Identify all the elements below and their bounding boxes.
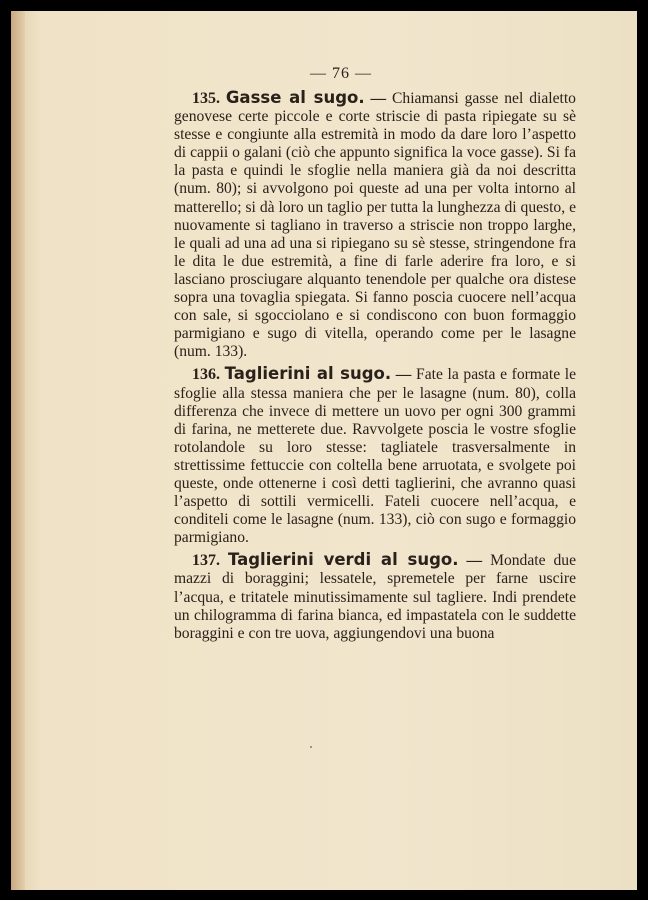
- recipe-title: Gasse al sugo.: [225, 88, 365, 107]
- recipe-number: 137.: [192, 552, 220, 570]
- recipe-body: Fate la pasta e formate le sfoglie alla stessa maniera che per le lasagne (num. 80), colla differenza che invece di mettere un uovo per ogni 300 grammi di farina, ne metterete due. Ravvolgete poscia le vostre sfoglie rotolandole su loro stesse: tagliatele trasversalmente in strettissime fettuccie con coltella bene arruotata, e svolgete poi queste, onde ottenerne i così detti taglierini, che avranno quasi l’aspetto di sottili vermicelli. Fateli cuocere nell’acqua, e conditeli come le lasagne (num. 133), ciò con sugo e formaggio parmigiano.: [174, 366, 576, 547]
- page-gutter: [11, 11, 25, 890]
- page-text: [174, 65, 576, 643]
- recipe-number: 136.: [192, 366, 220, 384]
- recipe-137: [174, 551, 576, 642]
- ink-speck: [310, 746, 312, 748]
- recipe-body: Chiamansi gasse nel dialetto genovese certe piccole e corte striscie di pasta ripiegate su sè stesse e congiunte alla estremità in modo da dare loro l’aspetto di cappii o galani (ciò che appunto significa la voce gasse). Si fa la pasta e quindi le sfoglie nella maniera già da noi descritta (num. 80); si avvolgono poi queste ad una per volta intorno al matterello; si dà loro un taglio per tutta la lunghezza di questo, e nuovamente si tagliano in traverso a striscie non troppo larghe, le quali ad una ad una si ripiegano su sè stesse, stringendone fra le dita le due estremità, a fine di farle aderire fra loro, e si lasciano prosciugare alquanto tenendole per qualche ora distese sopra una tovaglia spiegata. Si fanno poscia cuocere nell’acqua con sale, si sgocciolano e si condiscono con buon formaggio parmigiano e sugo di vitella, operando come per le lasagne (num. 133).: [174, 90, 576, 361]
- recipe-number: 135.: [192, 90, 220, 107]
- page-number: — 76 —: [310, 65, 372, 82]
- recipe-dash: —: [370, 90, 387, 107]
- recipe-title: Taglierini al sugo.: [224, 364, 392, 384]
- book-page: [11, 11, 637, 890]
- recipe-136: [174, 365, 576, 547]
- recipe-title: Taglierini verdi al sugo.: [227, 550, 459, 570]
- recipe-dash: —: [395, 366, 412, 384]
- recipe-body: Mondate due mazzi di boraggini; lessatele, spremetele per farne uscire l’acqua, e tritatele minutissimamente sul tagliere. Indi prendete un chilogramma di farina bianca, ed impastatela con le suddette boraggini e con tre uova, aggiungendovi una buona: [174, 552, 577, 642]
- recipe-dash: —: [466, 552, 483, 570]
- recipe-135: [174, 89, 576, 361]
